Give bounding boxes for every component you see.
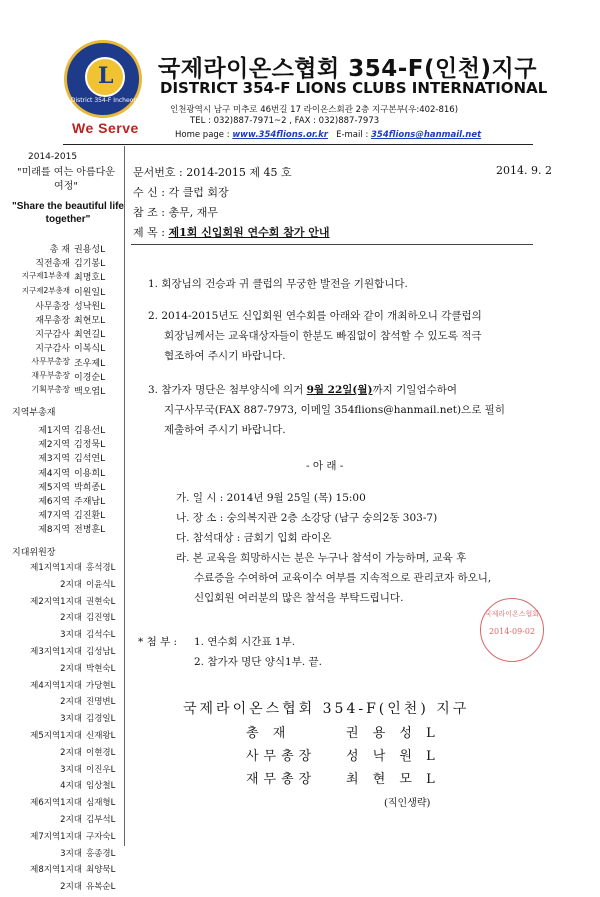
region-title: 제4지역 bbox=[38, 468, 70, 479]
zone-title: 3지대 bbox=[60, 714, 82, 725]
subject-line bbox=[133, 224, 330, 240]
zone-title: 3지대 bbox=[60, 630, 82, 641]
subject-label: 제 목 : bbox=[133, 226, 165, 239]
region-title: 제1지역 bbox=[38, 426, 70, 436]
zone-title: 제2지역1지대 bbox=[30, 596, 82, 607]
officer-title: 지구감사 bbox=[35, 344, 70, 355]
officer-name: 이경순L bbox=[74, 372, 106, 383]
org-phone-fax: TEL : 032)887-7971~2 , FAX : 032)887-7973 bbox=[190, 116, 380, 126]
zone-title: 제1지역1지대 bbox=[30, 563, 82, 573]
recipient-value: 각 클럽 회장 bbox=[168, 186, 229, 199]
officer-row bbox=[10, 341, 122, 355]
signer-2-title: 사무총장 bbox=[246, 749, 317, 764]
region-list bbox=[10, 423, 122, 537]
signer-1-name: 권 용 성 L bbox=[346, 726, 440, 741]
officer-name: 최현모L bbox=[74, 315, 106, 326]
officer-title: 지구감사 bbox=[35, 330, 70, 341]
region-row bbox=[10, 466, 122, 480]
zone-title: 2지대 bbox=[60, 882, 82, 893]
zone-title: 2지대 bbox=[60, 663, 82, 674]
officer-name: 김기봉L bbox=[74, 259, 106, 270]
paragraph-3-line-1 bbox=[148, 380, 457, 400]
doc-date: 2014. 9. 2 bbox=[496, 164, 552, 177]
recipient-line bbox=[133, 184, 229, 200]
region-heading: 지역부총재 bbox=[12, 408, 56, 418]
logo-letter: L bbox=[98, 63, 114, 89]
officer-row bbox=[10, 285, 122, 299]
email-label: E-mail : bbox=[336, 130, 372, 140]
region-title: 제6지역 bbox=[38, 496, 70, 507]
paragraph-3-text-c: 까지 기일엄수하여 bbox=[372, 384, 458, 396]
zone-row bbox=[10, 729, 122, 746]
officer-title: 총 재 bbox=[49, 245, 70, 255]
zone-name: 이진우L bbox=[86, 764, 116, 775]
region-name: 박희종L bbox=[74, 482, 106, 493]
email-link[interactable]: 354flions@hanmail.net bbox=[371, 130, 482, 140]
region-row bbox=[10, 480, 122, 494]
zone-name: 박현숙L bbox=[86, 663, 116, 674]
zone-row bbox=[10, 779, 122, 796]
officer-row bbox=[10, 270, 122, 284]
zone-title: 제3지역1지대 bbox=[30, 646, 82, 657]
zone-title: 2지대 bbox=[60, 697, 82, 708]
officer-list bbox=[10, 242, 122, 398]
item-note-line-3: 신입회원 여러분의 많은 참석을 부탁드립니다. bbox=[194, 592, 404, 604]
officer-name: 조우제L bbox=[74, 358, 106, 369]
slogan-english: "Share the beautiful life together" bbox=[12, 201, 124, 225]
below-heading: - 아 래 - bbox=[306, 460, 344, 472]
zone-name: 신재왕L bbox=[86, 730, 116, 741]
recipient-label: 수 신 : bbox=[133, 186, 165, 199]
zone-row bbox=[10, 880, 122, 897]
region-name: 김진환L bbox=[74, 511, 106, 522]
region-title: 제5지역 bbox=[38, 482, 70, 493]
officer-row bbox=[10, 384, 122, 398]
zone-name: 이현경L bbox=[86, 747, 116, 758]
lions-logo bbox=[64, 40, 142, 118]
zone-row bbox=[10, 830, 122, 847]
stamp-org: 국제라이온스협회 bbox=[484, 610, 540, 618]
homepage-link[interactable]: www.354flions.or.kr bbox=[232, 130, 328, 140]
item-venue: 나. 장 소 : 숭의복지관 2층 소강당 (남구 숭의2동 303-7) bbox=[176, 512, 438, 524]
signer-1-title: 총 재 bbox=[246, 726, 291, 741]
zone-list bbox=[10, 561, 122, 897]
zone-title: 제5지역1지대 bbox=[30, 730, 82, 741]
stamp-date: 2014-09-02 bbox=[488, 627, 536, 636]
zone-title: 제7지역1지대 bbox=[30, 831, 82, 842]
zone-title: 제8지역1지대 bbox=[30, 865, 82, 876]
zone-title: 3지대 bbox=[60, 764, 82, 775]
officer-name: 권용성L bbox=[74, 245, 106, 255]
zone-name: 김부석L bbox=[86, 814, 116, 825]
officer-title: 재무부총장 bbox=[31, 370, 70, 380]
zone-name: 최양묵L bbox=[86, 865, 116, 876]
zone-row bbox=[10, 645, 122, 662]
region-name: 김용선L bbox=[74, 426, 106, 436]
zone-row bbox=[10, 813, 122, 830]
signer-2-name: 성 낙 원 L bbox=[346, 749, 440, 764]
signer-3-name: 최 현 모 L bbox=[346, 772, 440, 787]
zone-name: 심재형L bbox=[86, 798, 116, 809]
officer-row bbox=[10, 299, 122, 313]
org-web-email bbox=[175, 130, 481, 140]
attachment-1: 1. 연수회 시간표 1부. bbox=[194, 636, 296, 648]
item-note-line-2: 수료증을 수여하여 교육이수 여부를 지속적으로 관리코자 하오니, bbox=[194, 572, 492, 584]
subject-divider bbox=[131, 244, 533, 245]
zone-title: 4지대 bbox=[60, 781, 82, 792]
reference-label: 참 조 : bbox=[133, 206, 165, 219]
zone-row bbox=[10, 628, 122, 645]
paragraph-2-line-2: 회장님께서는 교육대상자들이 한분도 빠짐없이 참석할 수 있도록 적극 bbox=[164, 330, 482, 342]
zone-name: 가당현L bbox=[86, 680, 116, 691]
region-row bbox=[10, 423, 122, 437]
doc-number-value: 2014-2015 제 45 호 bbox=[186, 166, 292, 179]
zone-name: 임상철L bbox=[86, 781, 116, 792]
paragraph-3-line-2: 지구사무국(FAX 887-7973, 이메일 354flions@hanmail.net)으로 필히 bbox=[164, 404, 505, 416]
region-name: 전병훈L bbox=[74, 525, 106, 536]
sidebar-divider bbox=[124, 146, 125, 846]
zone-title: 2지대 bbox=[60, 747, 82, 758]
paragraph-2-line-1: 2. 2014-2015년도 신입회원 연수회를 아래와 같이 개최하오니 각클럽의 bbox=[148, 310, 482, 322]
doc-number bbox=[133, 164, 292, 180]
sender-name: 국제라이온스협회 354-F(인천) 지구 bbox=[183, 701, 470, 717]
reference-line bbox=[133, 204, 218, 220]
subject-value: 제1회 신입회원 연수회 참가 안내 bbox=[168, 226, 330, 239]
zone-row bbox=[10, 796, 122, 813]
zone-name: 권현숙L bbox=[86, 596, 116, 607]
signer-3-title: 재무총장 bbox=[246, 772, 317, 787]
zone-row bbox=[10, 611, 122, 628]
officer-name: 백오엽L bbox=[74, 386, 106, 397]
org-address: 인천광역시 남구 미추로 46번길 17 라이온스회관 2층 지구본부(우:402-816) bbox=[170, 105, 459, 115]
zone-title: 3지대 bbox=[60, 848, 82, 859]
doc-number-label: 문서번호 : bbox=[133, 166, 183, 179]
item-note-line-1: 라. 본 교육을 희망하시는 분은 누구나 참석이 가능하며, 교육 후 bbox=[176, 552, 467, 564]
zone-title: 2지대 bbox=[60, 814, 82, 825]
homepage-label: Home page : bbox=[175, 130, 233, 140]
zone-title: 2지대 bbox=[60, 613, 82, 624]
sidebar-year: 2014-2015 bbox=[28, 152, 78, 162]
region-row bbox=[10, 494, 122, 508]
logo-ring-text: District 354-F Incheon bbox=[70, 97, 138, 104]
lions-emblem-icon bbox=[85, 57, 125, 97]
officer-name: 이복식L bbox=[74, 344, 106, 355]
officer-name: 최명호L bbox=[74, 273, 106, 284]
zone-name: 이윤식L bbox=[86, 579, 116, 590]
zone-heading: 지대위원장 bbox=[12, 548, 56, 558]
officer-name: 성낙원L bbox=[74, 301, 106, 312]
officer-title: 직전총재 bbox=[35, 259, 70, 270]
officer-title: 지구제2부총재 bbox=[21, 285, 70, 295]
reference-value: 총무, 재무 bbox=[168, 206, 218, 219]
region-row bbox=[10, 508, 122, 522]
region-title: 제8지역 bbox=[38, 525, 70, 536]
motto: We Serve bbox=[72, 120, 139, 136]
officer-row bbox=[10, 242, 122, 256]
region-title: 제3지역 bbox=[38, 454, 70, 465]
region-row bbox=[10, 522, 122, 536]
seal-omitted-note: (직인생략) bbox=[384, 798, 431, 809]
officer-row bbox=[10, 370, 122, 384]
attachment-2: 2. 참가자 명단 양식1부. 끝. bbox=[194, 656, 323, 668]
zone-title: 제4지역1지대 bbox=[30, 680, 82, 691]
org-title-english: DISTRICT 354-F LIONS CLUBS INTERNATIONAL bbox=[160, 79, 548, 97]
officer-title: 기획부총장 bbox=[31, 384, 70, 394]
deadline-date: 9월 22일(월) bbox=[306, 384, 373, 396]
officer-title: 재무총장 bbox=[35, 315, 70, 326]
header-divider bbox=[63, 144, 533, 145]
zone-name: 김진영L bbox=[86, 613, 116, 624]
zone-title: 제6지역1지대 bbox=[30, 798, 82, 809]
zone-row bbox=[10, 695, 122, 712]
officer-name: 최연길L bbox=[74, 330, 106, 341]
officer-row bbox=[10, 356, 122, 370]
paragraph-2-line-3: 협조하여 주시기 바랍니다. bbox=[164, 350, 286, 362]
region-title: 제7지역 bbox=[38, 511, 70, 522]
org-title-korean: 국제라이온스협회 354-F(인천)지구 bbox=[158, 56, 537, 82]
officer-row bbox=[10, 256, 122, 270]
paragraph-1: 1. 회장님의 건승과 귀 클럽의 무궁한 발전을 기원합니다. bbox=[148, 278, 408, 290]
zone-row bbox=[10, 863, 122, 880]
slogan-korean: "미래를 여는 아름다운 여정" bbox=[17, 167, 115, 192]
region-title: 제2지역 bbox=[38, 440, 70, 451]
zone-name: 진명변L bbox=[86, 697, 116, 708]
officer-title: 사무부총장 bbox=[31, 356, 70, 366]
attachment-label: * 첨 부 : bbox=[138, 636, 178, 648]
region-name: 김정묵L bbox=[74, 440, 106, 451]
item-target: 다. 참석대상 : 금회기 입회 라이온 bbox=[176, 532, 332, 544]
zone-row bbox=[10, 847, 122, 864]
region-row bbox=[10, 437, 122, 451]
zone-name: 홍석경L bbox=[86, 563, 116, 573]
date-stamp bbox=[480, 598, 544, 662]
item-datetime: 가. 일 시 : 2014년 9월 25일 (목) 15:00 bbox=[176, 492, 366, 504]
zone-row bbox=[10, 746, 122, 763]
zone-row bbox=[10, 712, 122, 729]
zone-title: 2지대 bbox=[60, 579, 82, 590]
region-name: 김석연L bbox=[74, 454, 106, 465]
officer-title: 사무총장 bbox=[35, 301, 70, 312]
zone-row bbox=[10, 763, 122, 780]
region-name: 이용희L bbox=[74, 468, 106, 479]
officer-title: 지구제1부총재 bbox=[21, 271, 70, 281]
zone-name: 김석수L bbox=[86, 630, 116, 641]
paragraph-3-text-a: 3. 참가자 명단은 첨부양식에 의거 bbox=[148, 384, 307, 396]
region-row bbox=[10, 451, 122, 465]
zone-row bbox=[10, 561, 122, 578]
officer-name: 이원일L bbox=[74, 287, 106, 298]
zone-name: 김경일L bbox=[86, 714, 116, 725]
zone-name: 김성남L bbox=[86, 646, 116, 657]
paragraph-3-line-3: 제출하여 주시기 바랍니다. bbox=[164, 424, 286, 436]
officer-row bbox=[10, 313, 122, 327]
officer-row bbox=[10, 327, 122, 341]
zone-name: 홍종경L bbox=[86, 848, 116, 859]
zone-row bbox=[10, 595, 122, 612]
zone-row bbox=[10, 679, 122, 696]
region-name: 주재남L bbox=[74, 496, 106, 507]
zone-row bbox=[10, 662, 122, 679]
zone-row bbox=[10, 578, 122, 595]
zone-name: 구자숙L bbox=[86, 831, 116, 842]
zone-name: 유복순L bbox=[86, 882, 116, 893]
